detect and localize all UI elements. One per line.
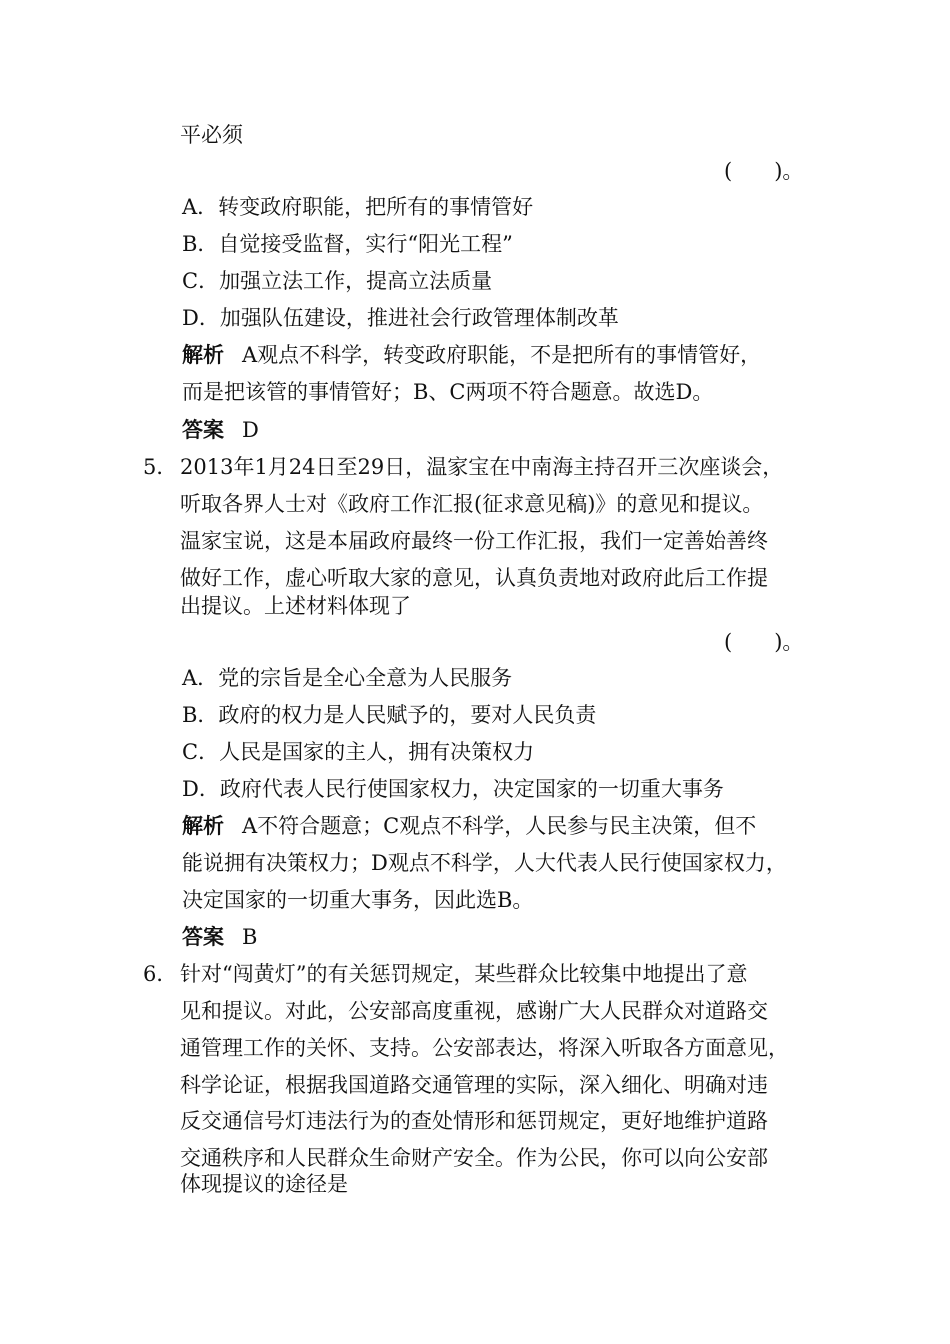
q4-option-b: B．自觉接受监督，实行“阳光工程”	[182, 232, 513, 256]
q5-analysis-line-3: 决定国家的一切重大事务，因此选B。	[182, 888, 534, 912]
q5-answer-bracket: ( )。	[724, 630, 804, 654]
q5-answer-label: 答案	[182, 924, 224, 949]
q5-analysis-text-1: A不符合题意；C观点不科学，人民参与民主决策，但不	[242, 814, 757, 838]
q4-answer-value: D	[242, 418, 259, 442]
q6-stem-line-3: 通管理工作的关怀、支持。公安部表达，将深入听取各方面意见，	[180, 1036, 789, 1060]
q6-stem-line-5: 反交通信号灯违法行为的查处情形和惩罚规定，更好地维护道路	[180, 1109, 768, 1133]
q6-stem-line-1: 针对“闯黄灯”的有关惩罚规定，某些群众比较集中地提出了意	[180, 962, 748, 986]
q5-stem-line-1: 2013年1月24日至29日，温家宝在中南海主持召开三次座谈会，	[180, 455, 784, 479]
q5-stem-line-3: 温家宝说，这是本届政府最终一份工作汇报，我们一定善始善终	[180, 529, 768, 553]
q4-answer-line	[182, 416, 259, 444]
q4-analysis-text-1: A观点不科学，转变政府职能，不是把所有的事情管好，	[242, 343, 762, 367]
q5-option-d: D．政府代表人民行使国家权力，决定国家的一切重大事务	[182, 777, 724, 801]
q4-option-c: C．加强立法工作，提高立法质量	[182, 269, 493, 293]
q5-answer-line	[182, 923, 257, 951]
q6-stem-line-6: 交通秩序和人民群众生命财产安全。作为公民，你可以向公安部	[180, 1146, 768, 1170]
q5-analysis-line-1	[182, 812, 756, 840]
q5-option-b: B．政府的权力是人民赋予的，要对人民负责	[182, 703, 597, 727]
q4-analysis-line-2: 而是把该管的事情管好；B、C两项不符合题意。故选D。	[182, 380, 714, 404]
q5-analysis-label: 解析	[182, 813, 224, 838]
q4-analysis-line-1	[182, 341, 761, 369]
q5-stem-line-5: 出提议。上述材料体现了	[180, 594, 411, 618]
q4-answer-label: 答案	[182, 417, 224, 442]
q5-option-c: C．人民是国家的主人，拥有决策权力	[182, 740, 535, 764]
q6-stem-line-4: 科学论证，根据我国道路交通管理的实际，深入细化、明确对违	[180, 1073, 768, 1097]
q5-stem-line-4: 做好工作，虚心听取大家的意见，认真负责地对政府此后工作提	[180, 566, 768, 590]
q4-answer-bracket: ( )。	[724, 159, 804, 183]
q5-stem-line-2: 听取各界人士对《政府工作汇报(征求意见稿)》的意见和提议。	[180, 492, 764, 516]
q4-option-d: D．加强队伍建设，推进社会行政管理体制改革	[182, 306, 619, 330]
q4-analysis-label: 解析	[182, 342, 224, 367]
q6-stem-line-2: 见和提议。对此，公安部高度重视，感谢广大人民群众对道路交	[180, 999, 768, 1023]
q4-option-a: A．转变政府职能，把所有的事情管好	[182, 195, 534, 219]
q4-stem-tail: 平必须	[180, 123, 243, 147]
q5-answer-value: B	[242, 925, 258, 949]
q6-stem-line-7: 体现提议的途径是	[180, 1172, 348, 1196]
q5-analysis-line-2: 能说拥有决策权力；D观点不科学，人大代表人民行使国家权力，	[182, 851, 787, 875]
q5-number: 5．	[143, 455, 178, 479]
q5-option-a: A．党的宗旨是全心全意为人民服务	[182, 666, 513, 690]
q6-number: 6．	[143, 962, 178, 986]
